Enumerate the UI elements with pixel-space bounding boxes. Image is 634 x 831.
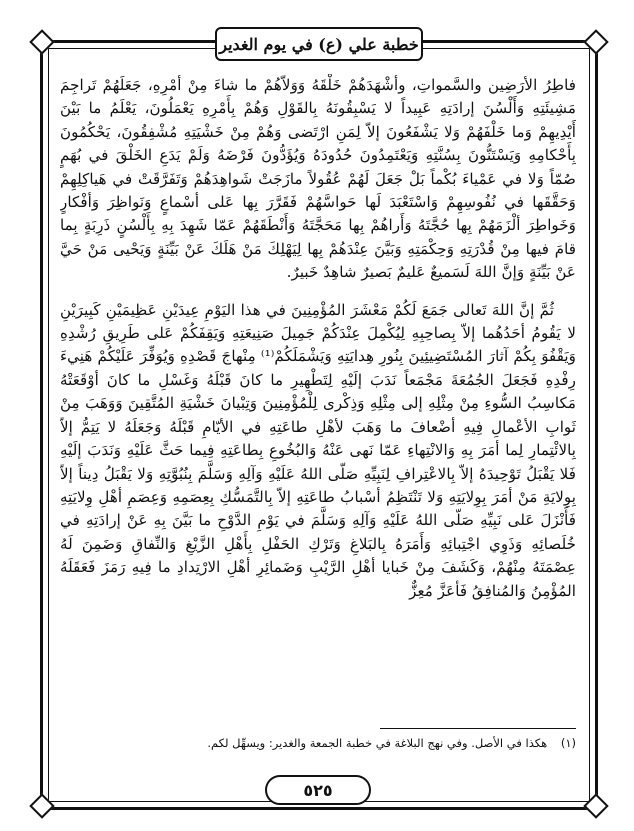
paragraph: ثُمَّ إنَّ اللهَ تَعالى جَمَعَ لَكُمْ مَعْشَرَ المُؤْمِنِينَ في هذا اليَوْمِ عِيدَيْنِ عَظِيمَيْنِ كَبِيرَيْنِ لا يَقُومُ أحَدُهُما إلاّ بِصاحِبِهِ لِيُكْمِلَ عِنْدَكُمْ جَمِيلَ صَنِيعَتِهِ وَيَقِفَكُمْ عَلى طَرِيقِ رُشْدِهِ وَيَقْفُوَ بِكُمْ آثارَ المُسْتَضِيئِينَ بِنُورِ هِدايَتِهِ وَيَشْمَلَكُمْ⁽¹⁾ مِنْهاجَ قَصْدِهِ وَيُوَفِّرَ عَلَيْكُمْ هَنِيءَ رِفْدِهِ فَجَعَلَ الجُمُعَةَ مَجْمَعاً نَدَبَ إلَيْهِ لِتَطْهِيرِ ما كانَ قَبْلَهُ وَغَسْلِ ما كانَ أوْقَعَتْهُ مَكاسِبُ السُّوءِ مِنْ مِثْلِهِ إلى مِثْلِهِ وَذِكْرى لِلْمُؤْمِنِينَ وَتِبْيانَ خَشْيَةِ المُتَّقِينَ وَوَهَبَ مِنْ ثَوابِ الأعْمالِ فِيهِ أضْعافَ ما وَهَبَ لأهْلِ طاعَتِهِ في الأيّامِ قَبْلَهُ وَجَعَلَهُ لا يَتِمُّ إلاّ بِالائْتِمارِ لِما أمَرَ بِهِ وَالانْتِهاءِ عَمّا نَهى عَنْهُ وَالبُخُوعِ بِطاعَتِهِ فِيما حَثَّ عَلَيْهِ وَنَدَبَ إلَيْهِ فَلا يَقْبَلُ تَوْحِيدَهُ إلاّ بِالاعْتِرافِ لِنَبِيِّهِ صَلّى اللهُ عَلَيْهِ وَآلِهِ وَسَلَّمَ بِنُبُوَّتِهِ وَلا يَقْبَلُ دِيناً إلاّ بِوِلايَةِ مَنْ أمَرَ بِوِلايَتِهِ وَلا تَنْتَظِمُ أسْبابُ طاعَتِهِ إلاّ بِالتَّمَسُّكِ بِعِصَمِهِ وَعِصَمِ أهْلِ وِلايَتِهِ فَأَنْزَلَ عَلى نَبِيِّهِ صَلّى اللهُ عَلَيْهِ وَآلِهِ وَسَلَّمَ في يَوْمِ الدَّوْحِ ما بَيَّنَ بِهِ عَنْ إرادَتِهِ في خُلَصائِهِ وَذَوِي اجْتِبائِهِ وَأَمَرَهُ بِالبَلاغِ وَتَرْكِ الحَفْلِ بِأَهْلِ الزَّيْغِ وَالنِّفاقِ وَضَمِنَ لَهُ عِصْمَتَهُ مِنْهُمْ، وَكَشَفَ مِنْ خَبايا أهْلِ الرَّيْبِ وَضَمائِرِ أهْلِ الارْتِدادِ ما فِيهِ رَمَزَ فَعَقَلَهُ المُؤْمِنُ وَالمُنافِقُ فَأعَزَّ مُعِزٌّ [60, 300, 576, 600]
footnote-text: هكذا في الأصل. وفي نهج البلاغة في خطبة الجمعة والغدير: ويسهِّل لكم. [207, 736, 548, 750]
footnote-number: (١) [560, 736, 576, 750]
page-number-badge [265, 775, 371, 805]
paragraph: فاطِرُ الأرَضِين والسَّمواتِ، وأشْهَدَهُمْ خَلْقَهُ وَوَلاّهُمْ ما شاءَ مِنْ أمْرِهِ، جَعَلَهُمْ تَراجِمَ مَشِيئَتِهِ وَأَلْسُنَ إرادَتِهِ عَبِيداً لا يَسْبِقُونَهُ بِالقَوْلِ وَهُمْ بِأَمْرِهِ يَعْمَلُونَ، يَعْلَمُ ما بَيْنَ أَيْدِيهِمْ وَما خَلْفَهُمْ وَلا يَشْفَعُونَ إلاّ لِمَنِ ارْتَضى وَهُمْ مِنْ خَشْيَتِهِ مُشْفِقُونَ، يَحْكُمُونَ بِأَحْكامِهِ وَيَسْتَنُّونَ بِسُنَّتِهِ وَيَعْتَمِدُونَ حُدُودَهُ وَيُؤَدُّونَ فَرْضَهُ وَلَمْ يَدَعِ الخَلْقَ في بُهَمٍ صُمّاً وَلا في عَمْياءَ بُكْماً بَلْ جَعَلَ لَهُمْ عُقُولاً مازَجَتْ شَواهِدَهُمْ وَتَفَرَّقَتْ في هَياكِلِهِمْ وَحَقَّقَها في نُفُوسِهِمْ وَاسْتَعْبَدَ لَها حَواسَّهُمْ فَقَرَّرَ بِها عَلى أسْماعٍ وَنَواظِرَ وَأفْكارٍ وَخَواطِرَ ألْزَمَهُمْ بِها حُجَّتَهُ وَأَراهُمْ بِها مَحَجَّتَهُ وَأَنْطَقَهُمْ عَمّا شَهِدَ بِهِ بِأَلْسُنٍ ذَرِبَةٍ بِما قامَ فيها مِنْ قُدْرَتِهِ وَحِكْمَتِهِ وَبَيَّنَ عِنْدَهُمْ بِها لِيَهْلِكَ مَنْ هَلَكَ عَنْ بَيِّنَةٍ وَيَحْيى مَنْ حَيَّ عَنْ بَيِّنَةٍ وَإنَّ اللهَ لَسَميعٌ عَليمٌ بَصيرٌ شاهِدٌ خَبيرٌ. [60, 76, 576, 282]
running-header-title: خطبة علي (ع) في يوم الغدير [219, 34, 419, 54]
running-header [215, 27, 423, 61]
page-number: ٥٢٥ [303, 780, 333, 800]
footnote [60, 735, 576, 751]
footnote-separator [380, 728, 576, 729]
main-text [60, 74, 576, 694]
